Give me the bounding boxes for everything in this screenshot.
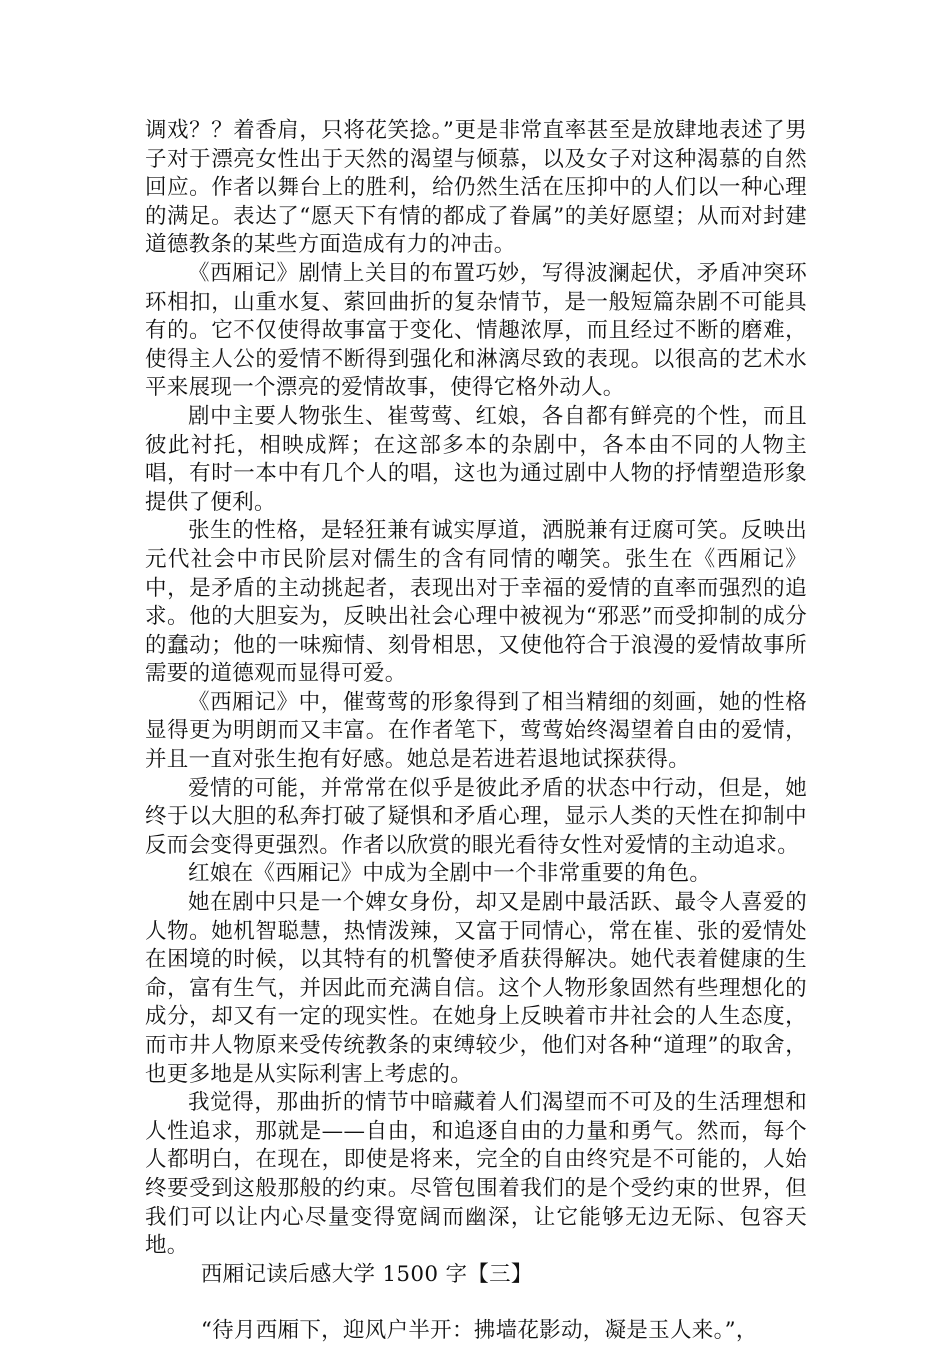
document-body: [145, 117, 807, 1346]
paragraph-hongniang-detail: 她在剧中只是一个婢女身份，却又是剧中最活跃、最令人喜爱的人物。她机智聪慧，热情泼辣，又富于同情心，常在崔、张的爱情处在困境的时候，以其特有的机警使矛盾获得解决。她代表着健康的生命，富有生气，并因此而充满自信。这个人物形象固然有些理想化的成分，却又有一定的现实性。在她身上反映着市井社会的人生态度，而市井人物原来受传统教条的束缚较少，他们对各种“道理”的取舍，也更多地是从实际利害上考虑的。: [145, 890, 807, 1087]
quote-line: “待月西厢下，迎风户半开：拂墙花影动，凝是玉人来。”，: [200, 1318, 758, 1344]
paragraph-love-possibility: 爱情的可能，并常常在似乎是彼此矛盾的状态中行动，但是，她终于以大胆的私奔打破了疑惧和矛盾心理，显示人类的天性在抑制中反而会变得更强烈。作者以欣赏的眼光看待女性对爱情的主动追求。: [145, 775, 807, 858]
paragraph-cui-yingying: 《西厢记》中，催莺莺的形象得到了相当精细的刻画，她的性格显得更为明朗而又丰富。在作者笔下，莺莺始终渴望着自由的爱情，并且一直对张生抱有好感。她总是若进若退地试探获得。: [145, 689, 807, 773]
paragraph-zhang-sheng: 张生的性格，是轻狂兼有诚实厚道，洒脱兼有迂腐可笑。反映出元代社会中市民阶层对儒生的含有同情的嘲笑。张生在《西厢记》中，是矛盾的主动挑起者，表现出对于幸福的爱情的直率而强烈的追求。他的大胆妄为，反映出社会心理中被视为“邪恶”而受抑制的成分的蠢动；他的一味痴情、刻骨相思，又使他符合于浪漫的爱情故事所需要的道德观而显得可爱。: [145, 518, 807, 687]
section-heading: 西厢记读后感大学 1500 字【三】: [200, 1261, 533, 1287]
paragraph-reflection: 我觉得，那曲折的情节中暗藏着人们渴望而不可及的生活理想和人性追求，那就是——自由，和追逐自由的力量和勇气。然而，每个人都明白，在现在，即使是将来，完全的自由终究是不可能的，人始终要受到这般那般的约束。尽管包围着我们的是个受约束的世界，但我们可以让内心尽量变得宽阔而幽深，让它能够无边无际、包容天地。: [145, 1090, 807, 1259]
paragraph-hongniang-intro: 红娘在《西厢记》中成为全剧中一个非常重要的角色。: [188, 861, 712, 887]
paragraph-main-characters: 剧中主要人物张生、崔莺莺、红娘，各自都有鲜亮的个性，而且彼此衬托，相映成辉；在这部多本的杂剧中，各本由不同的人物主唱，有时一本中有几个人的唱，这也为通过剧中人物的抒情塑造形象提供了便利。: [145, 403, 807, 515]
paragraph-plot-structure: 《西厢记》剧情上关目的布置巧妙，写得波澜起伏，矛盾冲突环环相扣，山重水复、萦回曲折的复杂情节，是一般短篇杂剧不可能具有的。它不仅使得故事富于变化、情趣浓厚，而且经过不断的磨难，使得主人公的爱情不断得到强化和淋漓尽致的表现。以很高的艺术水平来展现一个漂亮的爱情故事，使得它格外动人。: [145, 260, 807, 401]
paragraph-continuation: 调戏？？着香肩，只将花笑捻。”更是非常直率甚至是放肆地表述了男子对于漂亮女性出于天然的渴望与倾慕，以及女子对这种渴慕的自然回应。作者以舞台上的胜利，给仍然生活在压抑中的人们以一种心理的满足。表达了“愿天下有情的都成了眷属”的美好愿望；从而对封建道德教条的某些方面造成有力的冲击。: [145, 118, 807, 258]
